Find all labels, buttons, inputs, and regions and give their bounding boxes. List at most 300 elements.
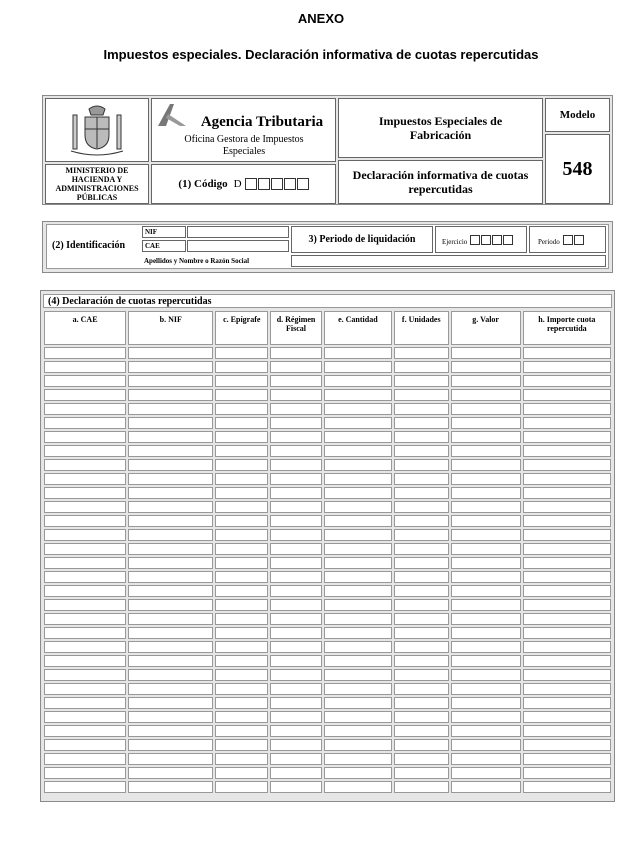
table-cell-input[interactable] <box>270 417 322 429</box>
table-cell-input[interactable] <box>128 403 213 415</box>
table-cell-input[interactable] <box>523 529 611 541</box>
table-cell-input[interactable] <box>394 725 449 737</box>
column-header: e. Cantidad <box>324 311 392 345</box>
table-cell-input[interactable] <box>215 599 268 611</box>
table-cell-input[interactable] <box>44 529 126 541</box>
table-cell-input[interactable] <box>324 487 392 499</box>
table-cell-input[interactable] <box>523 445 611 457</box>
table-cell-input[interactable] <box>215 725 268 737</box>
table-cell-input[interactable] <box>270 529 322 541</box>
table-cell-input[interactable] <box>270 669 322 681</box>
table-cell-input[interactable] <box>451 669 521 681</box>
codigo-digit-box[interactable] <box>271 178 283 190</box>
table-cell-input[interactable] <box>270 515 322 527</box>
table-cell-input[interactable] <box>394 613 449 625</box>
table-cell-input[interactable] <box>128 753 213 765</box>
table-cell-input[interactable] <box>523 655 611 667</box>
table-cell-input[interactable] <box>394 361 449 373</box>
table-cell-input[interactable] <box>523 473 611 485</box>
table-cell-input[interactable] <box>523 487 611 499</box>
table-cell-input[interactable] <box>394 655 449 667</box>
table-cell-input[interactable] <box>523 781 611 793</box>
table-cell-input[interactable] <box>128 431 213 443</box>
table-cell-input[interactable] <box>270 389 322 401</box>
table-cell-input[interactable] <box>523 571 611 583</box>
table-cell-input[interactable] <box>128 711 213 723</box>
table-cell-input[interactable] <box>324 417 392 429</box>
table-cell-input[interactable] <box>324 655 392 667</box>
table-cell-input[interactable] <box>44 697 126 709</box>
table-cell-input[interactable] <box>451 697 521 709</box>
table-cell-input[interactable] <box>44 669 126 681</box>
table-cell-input[interactable] <box>324 781 392 793</box>
codigo-digit-box[interactable] <box>245 178 257 190</box>
form-title: Declaración informativa de cuotas repercutidas <box>338 160 543 204</box>
table-cell-input[interactable] <box>270 641 322 653</box>
ejercicio-label: Ejercicio <box>442 238 468 246</box>
table-cell-input[interactable] <box>394 683 449 695</box>
name-label: Apellidos y Nombre o Razón Social <box>144 257 250 265</box>
table-cell-input[interactable] <box>523 669 611 681</box>
table-cell-input[interactable] <box>44 781 126 793</box>
table-row <box>44 753 611 765</box>
table-cell-input[interactable] <box>523 697 611 709</box>
table-cell-input[interactable] <box>128 683 213 695</box>
table-cell-input[interactable] <box>44 431 126 443</box>
declaration-header-row <box>44 311 611 345</box>
codigo-prefix: D <box>233 178 242 190</box>
table-cell-input[interactable] <box>128 389 213 401</box>
table-cell-input[interactable] <box>324 361 392 373</box>
table-cell-input[interactable] <box>451 375 521 387</box>
table-cell-input[interactable] <box>44 473 126 485</box>
table-cell-input[interactable] <box>44 543 126 555</box>
table-cell-input[interactable] <box>215 683 268 695</box>
table-cell-input[interactable] <box>270 781 322 793</box>
table-cell-input[interactable] <box>523 711 611 723</box>
modelo-number: 548 <box>545 134 610 204</box>
table-row <box>44 739 611 751</box>
table-cell-input[interactable] <box>324 711 392 723</box>
table-cell-input[interactable] <box>523 431 611 443</box>
table-cell-input[interactable] <box>128 501 213 513</box>
table-cell-input[interactable] <box>451 347 521 359</box>
ejercicio-digit-box[interactable] <box>481 235 491 245</box>
table-cell-input[interactable] <box>270 613 322 625</box>
table-cell-input[interactable] <box>215 697 268 709</box>
table-cell-input[interactable] <box>44 361 126 373</box>
table-cell-input[interactable] <box>128 529 213 541</box>
table-cell-input[interactable] <box>324 459 392 471</box>
table-cell-input[interactable] <box>215 389 268 401</box>
table-cell-input[interactable] <box>523 739 611 751</box>
table-cell-input[interactable] <box>215 431 268 443</box>
table-cell-input[interactable] <box>451 515 521 527</box>
table-cell-input[interactable] <box>324 739 392 751</box>
table-cell-input[interactable] <box>523 459 611 471</box>
table-cell-input[interactable] <box>270 431 322 443</box>
table-cell-input[interactable] <box>394 529 449 541</box>
table-cell-input[interactable] <box>128 627 213 639</box>
table-cell-input[interactable] <box>215 529 268 541</box>
table-cell-input[interactable] <box>451 459 521 471</box>
name-input[interactable] <box>291 255 606 267</box>
table-cell-input[interactable] <box>270 627 322 639</box>
table-cell-input[interactable] <box>324 613 392 625</box>
table-cell-input[interactable] <box>44 501 126 513</box>
table-cell-input[interactable] <box>324 641 392 653</box>
table-cell-input[interactable] <box>44 389 126 401</box>
table-cell-input[interactable] <box>394 515 449 527</box>
table-cell-input[interactable] <box>523 389 611 401</box>
periodo-cell <box>529 226 606 253</box>
table-cell-input[interactable] <box>523 557 611 569</box>
table-row <box>44 487 611 499</box>
agency-logo-icon <box>156 102 190 128</box>
modelo-label: Modelo <box>545 98 610 132</box>
table-cell-input[interactable] <box>394 669 449 681</box>
table-cell-input[interactable] <box>270 375 322 387</box>
table-cell-input[interactable] <box>44 445 126 457</box>
table-cell-input[interactable] <box>128 781 213 793</box>
table-cell-input[interactable] <box>324 431 392 443</box>
table-cell-input[interactable] <box>324 585 392 597</box>
table-cell-input[interactable] <box>215 445 268 457</box>
table-cell-input[interactable] <box>215 361 268 373</box>
table-cell-input[interactable] <box>44 487 126 499</box>
table-cell-input[interactable] <box>394 767 449 779</box>
table-cell-input[interactable] <box>324 389 392 401</box>
cae-input[interactable] <box>187 240 289 252</box>
table-cell-input[interactable] <box>215 613 268 625</box>
table-cell-input[interactable] <box>451 781 521 793</box>
table-cell-input[interactable] <box>270 599 322 611</box>
table-cell-input[interactable] <box>44 767 126 779</box>
table-row <box>44 389 611 401</box>
codigo-digit-box[interactable] <box>258 178 270 190</box>
ejercicio-digit-box[interactable] <box>470 235 480 245</box>
table-cell-input[interactable] <box>451 417 521 429</box>
table-cell-input[interactable] <box>451 683 521 695</box>
table-cell-input[interactable] <box>215 459 268 471</box>
table-cell-input[interactable] <box>451 655 521 667</box>
table-cell-input[interactable] <box>270 683 322 695</box>
table-cell-input[interactable] <box>128 655 213 667</box>
table-cell-input[interactable] <box>324 543 392 555</box>
table-cell-input[interactable] <box>215 641 268 653</box>
table-row <box>44 767 611 779</box>
table-cell-input[interactable] <box>451 361 521 373</box>
table-cell-input[interactable] <box>451 641 521 653</box>
table-cell-input[interactable] <box>128 459 213 471</box>
table-cell-input[interactable] <box>128 347 213 359</box>
table-cell-input[interactable] <box>128 487 213 499</box>
table-cell-input[interactable] <box>215 487 268 499</box>
table-cell-input[interactable] <box>394 445 449 457</box>
table-cell-input[interactable] <box>128 585 213 597</box>
table-cell-input[interactable] <box>324 697 392 709</box>
table-cell-input[interactable] <box>44 683 126 695</box>
table-cell-input[interactable] <box>523 375 611 387</box>
table-cell-input[interactable] <box>324 529 392 541</box>
table-cell-input[interactable] <box>44 655 126 667</box>
table-cell-input[interactable] <box>324 403 392 415</box>
table-cell-input[interactable] <box>44 627 126 639</box>
table-cell-input[interactable] <box>128 669 213 681</box>
table-cell-input[interactable] <box>44 417 126 429</box>
table-cell-input[interactable] <box>128 571 213 583</box>
table-cell-input[interactable] <box>394 557 449 569</box>
table-cell-input[interactable] <box>394 501 449 513</box>
table-cell-input[interactable] <box>324 669 392 681</box>
table-cell-input[interactable] <box>128 739 213 751</box>
table-cell-input[interactable] <box>394 781 449 793</box>
table-cell-input[interactable] <box>451 557 521 569</box>
table-cell-input[interactable] <box>215 753 268 765</box>
nif-input[interactable] <box>187 226 289 238</box>
table-cell-input[interactable] <box>128 515 213 527</box>
column-header: d. Régimen Fiscal <box>270 311 322 345</box>
table-cell-input[interactable] <box>451 725 521 737</box>
table-cell-input[interactable] <box>451 585 521 597</box>
declaration-table <box>42 309 613 795</box>
table-cell-input[interactable] <box>324 473 392 485</box>
table-cell-input[interactable] <box>270 473 322 485</box>
table-cell-input[interactable] <box>523 767 611 779</box>
table-cell-input[interactable] <box>451 473 521 485</box>
table-cell-input[interactable] <box>394 711 449 723</box>
table-cell-input[interactable] <box>128 613 213 625</box>
table-cell-input[interactable] <box>215 557 268 569</box>
table-cell-input[interactable] <box>451 711 521 723</box>
table-cell-input[interactable] <box>324 515 392 527</box>
table-cell-input[interactable] <box>215 417 268 429</box>
table-cell-input[interactable] <box>44 599 126 611</box>
table-cell-input[interactable] <box>451 445 521 457</box>
table-cell-input[interactable] <box>523 599 611 611</box>
table-cell-input[interactable] <box>451 767 521 779</box>
table-cell-input[interactable] <box>128 543 213 555</box>
table-cell-input[interactable] <box>44 753 126 765</box>
table-cell-input[interactable] <box>215 767 268 779</box>
table-row <box>44 529 611 541</box>
table-cell-input[interactable] <box>451 529 521 541</box>
table-cell-input[interactable] <box>44 571 126 583</box>
table-cell-input[interactable] <box>451 599 521 611</box>
table-cell-input[interactable] <box>44 613 126 625</box>
table-cell-input[interactable] <box>270 725 322 737</box>
table-cell-input[interactable] <box>451 543 521 555</box>
table-cell-input[interactable] <box>215 543 268 555</box>
table-cell-input[interactable] <box>451 431 521 443</box>
table-cell-input[interactable] <box>324 501 392 513</box>
table-row <box>44 347 611 359</box>
table-cell-input[interactable] <box>44 585 126 597</box>
table-cell-input[interactable] <box>44 375 126 387</box>
table-cell-input[interactable] <box>394 571 449 583</box>
table-cell-input[interactable] <box>128 473 213 485</box>
table-cell-input[interactable] <box>270 487 322 499</box>
table-cell-input[interactable] <box>128 375 213 387</box>
periodo-digit-box[interactable] <box>563 235 573 245</box>
table-cell-input[interactable] <box>128 697 213 709</box>
table-cell-input[interactable] <box>270 571 322 583</box>
periodo-digit-box[interactable] <box>574 235 584 245</box>
table-cell-input[interactable] <box>215 375 268 387</box>
table-cell-input[interactable] <box>394 585 449 597</box>
table-cell-input[interactable] <box>215 403 268 415</box>
table-cell-input[interactable] <box>270 501 322 513</box>
table-cell-input[interactable] <box>215 655 268 667</box>
codigo-label: (1) Código <box>178 178 228 190</box>
table-cell-input[interactable] <box>394 347 449 359</box>
table-cell-input[interactable] <box>394 753 449 765</box>
table-cell-input[interactable] <box>44 739 126 751</box>
table-cell-input[interactable] <box>324 375 392 387</box>
table-cell-input[interactable] <box>215 627 268 639</box>
ejercicio-digit-box[interactable] <box>503 235 513 245</box>
table-cell-input[interactable] <box>523 613 611 625</box>
table-cell-input[interactable] <box>128 361 213 373</box>
table-cell-input[interactable] <box>324 557 392 569</box>
table-cell-input[interactable] <box>451 739 521 751</box>
table-cell-input[interactable] <box>128 767 213 779</box>
table-cell-input[interactable] <box>324 599 392 611</box>
table-cell-input[interactable] <box>523 585 611 597</box>
table-cell-input[interactable] <box>270 739 322 751</box>
table-cell-input[interactable] <box>523 641 611 653</box>
table-cell-input[interactable] <box>215 739 268 751</box>
table-row <box>44 473 611 485</box>
table-cell-input[interactable] <box>523 725 611 737</box>
codigo-digit-box[interactable] <box>284 178 296 190</box>
table-cell-input[interactable] <box>215 473 268 485</box>
table-cell-input[interactable] <box>128 725 213 737</box>
table-cell-input[interactable] <box>44 711 126 723</box>
table-cell-input[interactable] <box>394 627 449 639</box>
table-cell-input[interactable] <box>394 697 449 709</box>
table-row <box>44 417 611 429</box>
table-cell-input[interactable] <box>270 557 322 569</box>
table-cell-input[interactable] <box>270 543 322 555</box>
column-header: b. NIF <box>128 311 213 345</box>
table-cell-input[interactable] <box>324 627 392 639</box>
table-cell-input[interactable] <box>394 389 449 401</box>
table-cell-input[interactable] <box>270 753 322 765</box>
table-cell-input[interactable] <box>215 711 268 723</box>
table-cell-input[interactable] <box>215 347 268 359</box>
table-cell-input[interactable] <box>270 403 322 415</box>
table-cell-input[interactable] <box>215 501 268 513</box>
table-cell-input[interactable] <box>394 641 449 653</box>
table-cell-input[interactable] <box>128 641 213 653</box>
table-cell-input[interactable] <box>523 347 611 359</box>
table-cell-input[interactable] <box>324 753 392 765</box>
table-cell-input[interactable] <box>44 515 126 527</box>
table-cell-input[interactable] <box>451 389 521 401</box>
table-cell-input[interactable] <box>324 725 392 737</box>
table-cell-input[interactable] <box>270 711 322 723</box>
table-cell-input[interactable] <box>394 543 449 555</box>
table-cell-input[interactable] <box>44 459 126 471</box>
table-cell-input[interactable] <box>523 515 611 527</box>
table-cell-input[interactable] <box>451 627 521 639</box>
table-cell-input[interactable] <box>270 459 322 471</box>
table-cell-input[interactable] <box>324 571 392 583</box>
table-cell-input[interactable] <box>128 557 213 569</box>
table-row <box>44 641 611 653</box>
table-cell-input[interactable] <box>394 739 449 751</box>
table-cell-input[interactable] <box>270 361 322 373</box>
table-cell-input[interactable] <box>44 557 126 569</box>
table-cell-input[interactable] <box>451 501 521 513</box>
table-cell-input[interactable] <box>128 599 213 611</box>
table-cell-input[interactable] <box>215 585 268 597</box>
table-cell-input[interactable] <box>215 571 268 583</box>
table-cell-input[interactable] <box>324 767 392 779</box>
table-cell-input[interactable] <box>394 417 449 429</box>
table-cell-input[interactable] <box>215 669 268 681</box>
table-cell-input[interactable] <box>523 501 611 513</box>
column-header: c. Epígrafe <box>215 311 268 345</box>
table-cell-input[interactable] <box>523 627 611 639</box>
table-cell-input[interactable] <box>128 417 213 429</box>
table-cell-input[interactable] <box>44 641 126 653</box>
table-cell-input[interactable] <box>215 781 268 793</box>
table-cell-input[interactable] <box>324 683 392 695</box>
table-cell-input[interactable] <box>324 445 392 457</box>
table-cell-input[interactable] <box>128 445 213 457</box>
table-row <box>44 361 611 373</box>
table-cell-input[interactable] <box>44 403 126 415</box>
table-cell-input[interactable] <box>44 725 126 737</box>
table-cell-input[interactable] <box>394 487 449 499</box>
table-cell-input[interactable] <box>451 403 521 415</box>
table-cell-input[interactable] <box>394 473 449 485</box>
table-cell-input[interactable] <box>44 347 126 359</box>
table-cell-input[interactable] <box>394 599 449 611</box>
table-cell-input[interactable] <box>394 375 449 387</box>
table-cell-input[interactable] <box>451 753 521 765</box>
codigo-digit-box[interactable] <box>297 178 309 190</box>
table-cell-input[interactable] <box>451 487 521 499</box>
table-cell-input[interactable] <box>394 431 449 443</box>
cae-label: CAE <box>142 240 186 252</box>
table-cell-input[interactable] <box>215 515 268 527</box>
ejercicio-digit-box[interactable] <box>492 235 502 245</box>
table-cell-input[interactable] <box>270 655 322 667</box>
table-cell-input[interactable] <box>324 347 392 359</box>
table-cell-input[interactable] <box>270 585 322 597</box>
declaration-body <box>44 347 611 793</box>
table-cell-input[interactable] <box>270 767 322 779</box>
table-cell-input[interactable] <box>451 571 521 583</box>
table-row <box>44 697 611 709</box>
table-cell-input[interactable] <box>523 403 611 415</box>
table-cell-input[interactable] <box>270 697 322 709</box>
table-cell-input[interactable] <box>451 613 521 625</box>
table-cell-input[interactable] <box>270 445 322 457</box>
table-cell-input[interactable] <box>523 683 611 695</box>
table-cell-input[interactable] <box>270 347 322 359</box>
table-cell-input[interactable] <box>523 543 611 555</box>
table-cell-input[interactable] <box>523 753 611 765</box>
table-cell-input[interactable] <box>394 459 449 471</box>
table-row <box>44 403 611 415</box>
table-cell-input[interactable] <box>523 361 611 373</box>
table-cell-input[interactable] <box>394 403 449 415</box>
table-cell-input[interactable] <box>523 417 611 429</box>
